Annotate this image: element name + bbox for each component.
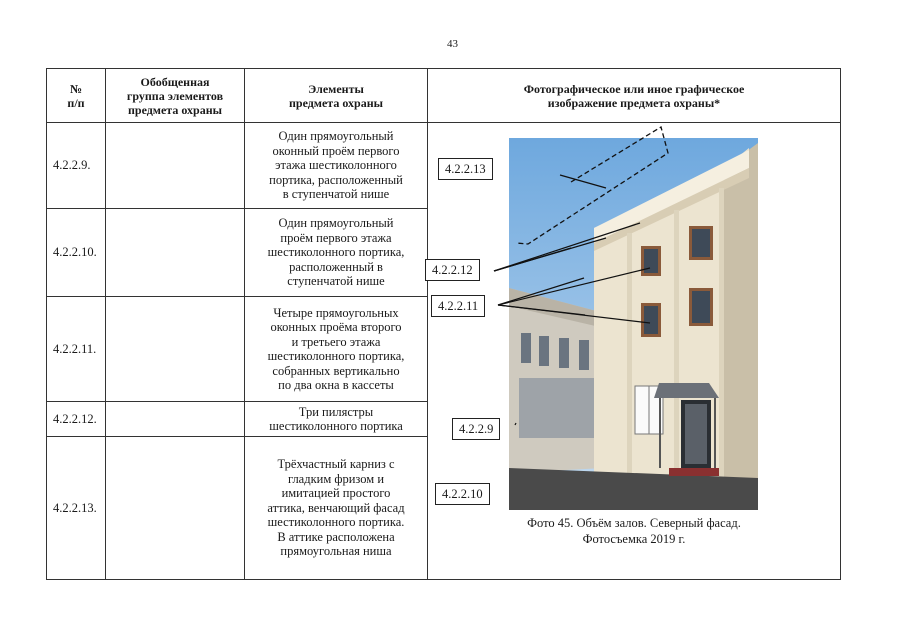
header-num: № п/п <box>47 69 106 123</box>
header-elements: Элементы предмета охраны <box>245 69 428 123</box>
group-cell <box>106 402 245 437</box>
row-number: 4.2.2.10. <box>47 209 106 297</box>
header-photo: Фотографическое или иное графическое изображение предмета охраны* <box>428 69 841 123</box>
photo-caption: Фото 45. Объём залов. Северный фасад. Фотосъемка 2019 г. <box>527 516 741 546</box>
page-number: 43 <box>447 38 458 50</box>
element-description: Один прямоугольный проём первого этажа шестиколонного портика, расположенный в ступенчатой нише <box>245 209 428 297</box>
callout-4-2-2-11: 4.2.2.11 <box>431 295 485 317</box>
row-number: 4.2.2.12. <box>47 402 106 437</box>
group-cell <box>106 209 245 297</box>
callout-4-2-2-10: 4.2.2.10 <box>435 483 490 505</box>
heritage-elements-table <box>46 68 841 580</box>
table-header-row <box>47 69 841 123</box>
group-cell <box>106 123 245 209</box>
element-description: Один прямоугольный оконный проём первого этажа шестиколонного портика, расположенный в ступенчатой нише <box>245 123 428 209</box>
group-cell <box>106 437 245 580</box>
callout-4-2-2-9: 4.2.2.9 <box>452 418 500 440</box>
photo-cell <box>428 123 841 580</box>
element-description: Четыре прямоугольных оконных проёма второго и третьего этажа шестиколонного портика, собранных вертикально по два окна в кассеты <box>245 297 428 402</box>
callout-4-2-2-12: 4.2.2.12 <box>425 259 480 281</box>
element-description: Трёхчастный карниз с гладким фризом и имитацией простого аттика, венчающий фасад шестиколонного портика. В аттике расположена прямоугольная ниша <box>245 437 428 580</box>
row-number: 4.2.2.13. <box>47 437 106 580</box>
row-number: 4.2.2.9. <box>47 123 106 209</box>
table-row <box>47 123 841 209</box>
group-cell <box>106 297 245 402</box>
header-group: Обобщенная группа элементов предмета охраны <box>106 69 245 123</box>
row-number: 4.2.2.11. <box>47 297 106 402</box>
element-description: Три пилястры шестиколонного портика <box>245 402 428 437</box>
annotation-overlay <box>428 123 840 582</box>
callout-4-2-2-13: 4.2.2.13 <box>438 158 493 180</box>
